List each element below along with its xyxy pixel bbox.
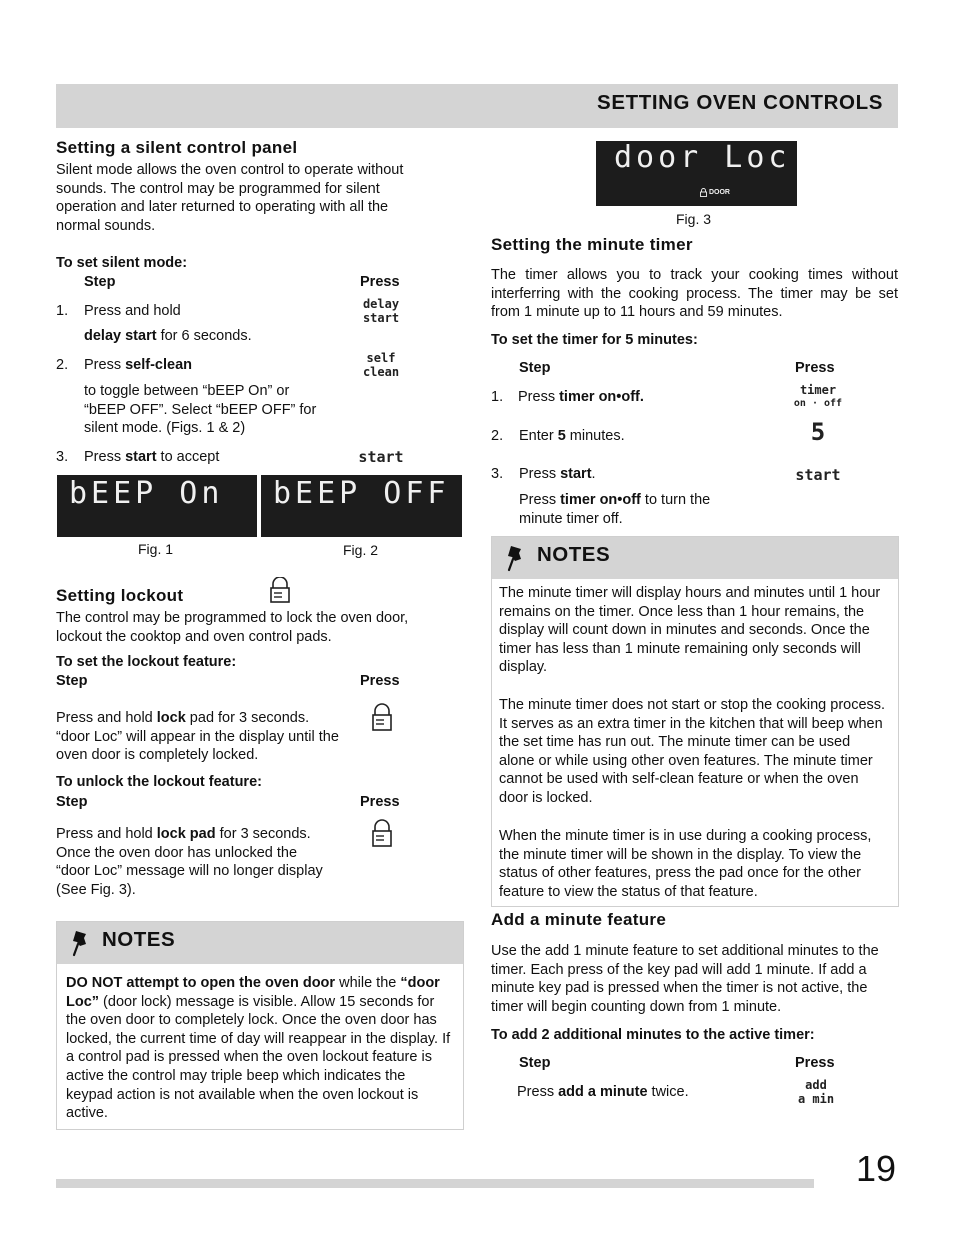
timer-intro: The timer allows you to track your cooking times without interferring with the cooking process. The timer may be set from 1 minute up to 11 hours and 59 minutes. xyxy=(491,267,898,321)
silent-step1-number: 1. xyxy=(56,303,69,319)
silent-col-press: Press xyxy=(360,274,400,290)
fig2-display-text: bEEP OFF xyxy=(273,476,450,511)
lockout-set-heading: To set the lockout feature: xyxy=(56,654,237,670)
silent-heading: Setting a silent control panel xyxy=(56,138,298,157)
notes-right-paragraph-3: When the minute timer is in use during a cooking process, the minute timer will be shown in the display. To view the status of other features, press the pad once for the other feature to view the status of that feature. xyxy=(499,828,872,900)
addmin-intro: Use the add 1 minute feature to set additional minutes to the timer. Each press of the key pad will add 1 minute. If add a minute key pad is pressed when the timer is not active, the timer will begin counting down from 1 minute. xyxy=(491,943,879,1015)
fig2-caption: Fig. 2 xyxy=(343,542,379,558)
timer-col-step: Step xyxy=(519,360,551,376)
addmin-step-text: Press add a minute twice. xyxy=(517,1084,689,1100)
footer-bar xyxy=(56,1179,814,1188)
notes-left-text: DO NOT attempt to open the oven door while the “door Loc” (door lock) message is visible. Allow 15 seconds for the oven door to completely lock. Once the oven door has locked, the current time of day will reappear in the display. If a control pad is pressed when the oven lockout feature is active the control may triple beep which indicates the keypad action is not available when the oven lockout is active. xyxy=(66,975,451,1122)
pushpin-icon xyxy=(504,544,526,578)
unlock-key-icon xyxy=(372,819,392,853)
fig1-display-text: bEEP On xyxy=(69,476,224,511)
unlock-col-press: Press xyxy=(360,794,400,810)
start-key: start xyxy=(358,448,404,466)
page-number: 19 xyxy=(856,1148,897,1189)
timer-step3-text: Press start. xyxy=(519,466,596,482)
number-5-key: 5 xyxy=(810,418,826,446)
add-a-minute-key: add a min xyxy=(797,1078,835,1106)
lockout-heading: Setting lockout xyxy=(56,586,184,605)
notes-left-title: NOTES xyxy=(102,928,176,951)
addmin-col-step: Step xyxy=(519,1055,551,1071)
lockout-set-text: Press and hold lock pad for 3 seconds. “door Loc” will appear in the display until the oven door is completely locked. xyxy=(56,710,339,764)
silent-step2-detail: to toggle between “bEEP On” or “bEEP OFF”. Select “bEEP OFF” for silent mode. (Figs. 1 & 2) xyxy=(84,383,317,437)
lockout-unlock-text: Press and hold lock pad for 3 seconds. Once the oven door has unlocked the “door Loc” message will no longer display (See Fig. 3). xyxy=(56,826,323,898)
timer-step2-text: Enter 5 minutes. xyxy=(519,428,625,444)
page-title: SETTING OVEN CONTROLS xyxy=(597,91,883,114)
silent-step2-number: 2. xyxy=(56,357,69,373)
fig3-display xyxy=(596,141,797,206)
fig1-caption: Fig. 1 xyxy=(138,541,174,557)
silent-intro: Silent mode allows the oven control to operate without sounds. The control may be programmed for silent operation and later returned to operating with all the normal sounds. xyxy=(56,162,404,234)
silent-step1-text: Press and hold xyxy=(84,303,181,319)
delay-start-key: delay start xyxy=(362,297,400,325)
unlock-col-step: Step xyxy=(56,794,88,810)
silent-step3-text: Press start to accept xyxy=(84,449,220,465)
fig3-display-text: door Loc xyxy=(614,140,791,175)
silent-col-step: Step xyxy=(84,274,116,290)
silent-step3-number: 3. xyxy=(56,449,69,465)
timer-step2-number: 2. xyxy=(491,428,504,444)
lock-icon xyxy=(270,577,290,609)
timer-step1-number: 1. xyxy=(491,389,504,405)
notes-left-header xyxy=(57,922,463,964)
notes-right-paragraph-1: The minute timer will display hours and minutes until 1 hour remains on the timer. Once less than 1 hour remains, the display will count down in minutes and seconds. Once the timer has less than 1 minute remaining only seconds will display. xyxy=(499,585,881,676)
timer-col-press: Press xyxy=(795,360,835,376)
self-clean-key: self clean xyxy=(362,351,400,379)
lockout-intro: The control may be programmed to lock the oven door, lockout the cooktop and oven control pads. xyxy=(56,610,409,645)
fig3-door-indicator: DOOR xyxy=(700,184,730,203)
timer-on-off-key: timer on · off xyxy=(793,383,843,409)
fig2-display xyxy=(261,475,462,537)
notes-right-title: NOTES xyxy=(537,543,611,566)
timer-step1-text: Press timer on•off. xyxy=(518,389,644,405)
timer-step3-number: 3. xyxy=(491,466,504,482)
addmin-heading: Add a minute feature xyxy=(491,910,667,929)
notes-right-header xyxy=(492,537,898,579)
fig1-display xyxy=(57,475,257,537)
addmin-subheading: To add 2 additional minutes to the active timer: xyxy=(491,1027,815,1043)
silent-subheading: To set silent mode: xyxy=(56,255,188,271)
pushpin-icon xyxy=(69,929,91,963)
silent-step2-text: Press self-clean xyxy=(84,357,192,373)
timer-step3-detail: Press timer on•off to turn the minute timer off. xyxy=(519,492,711,527)
notes-right-box xyxy=(491,536,899,907)
notes-right-paragraph-2: The minute timer does not start or stop the cooking process. It serves as an extra timer in the kitchen that will beep when the set time has run out. The minute timer can be used alone or while using other oven features. The minute timer cannot be used with self-clean feature or when the oven door is locked. xyxy=(499,697,886,806)
notes-left-box xyxy=(56,921,464,1130)
addmin-col-press: Press xyxy=(795,1055,835,1071)
lockout-unlock-heading: To unlock the lockout feature: xyxy=(56,774,262,790)
lock-key-icon xyxy=(372,703,392,737)
timer-subheading: To set the timer for 5 minutes: xyxy=(491,332,698,348)
timer-heading: Setting the minute timer xyxy=(491,235,693,254)
lockout-col-step: Step xyxy=(56,673,88,689)
silent-step1-text2: delay start for 6 seconds. xyxy=(84,328,252,344)
timer-start-key: start xyxy=(795,466,841,484)
lockout-col-press: Press xyxy=(360,673,400,689)
fig3-caption: Fig. 3 xyxy=(676,211,712,227)
page-header-bar xyxy=(56,84,898,128)
